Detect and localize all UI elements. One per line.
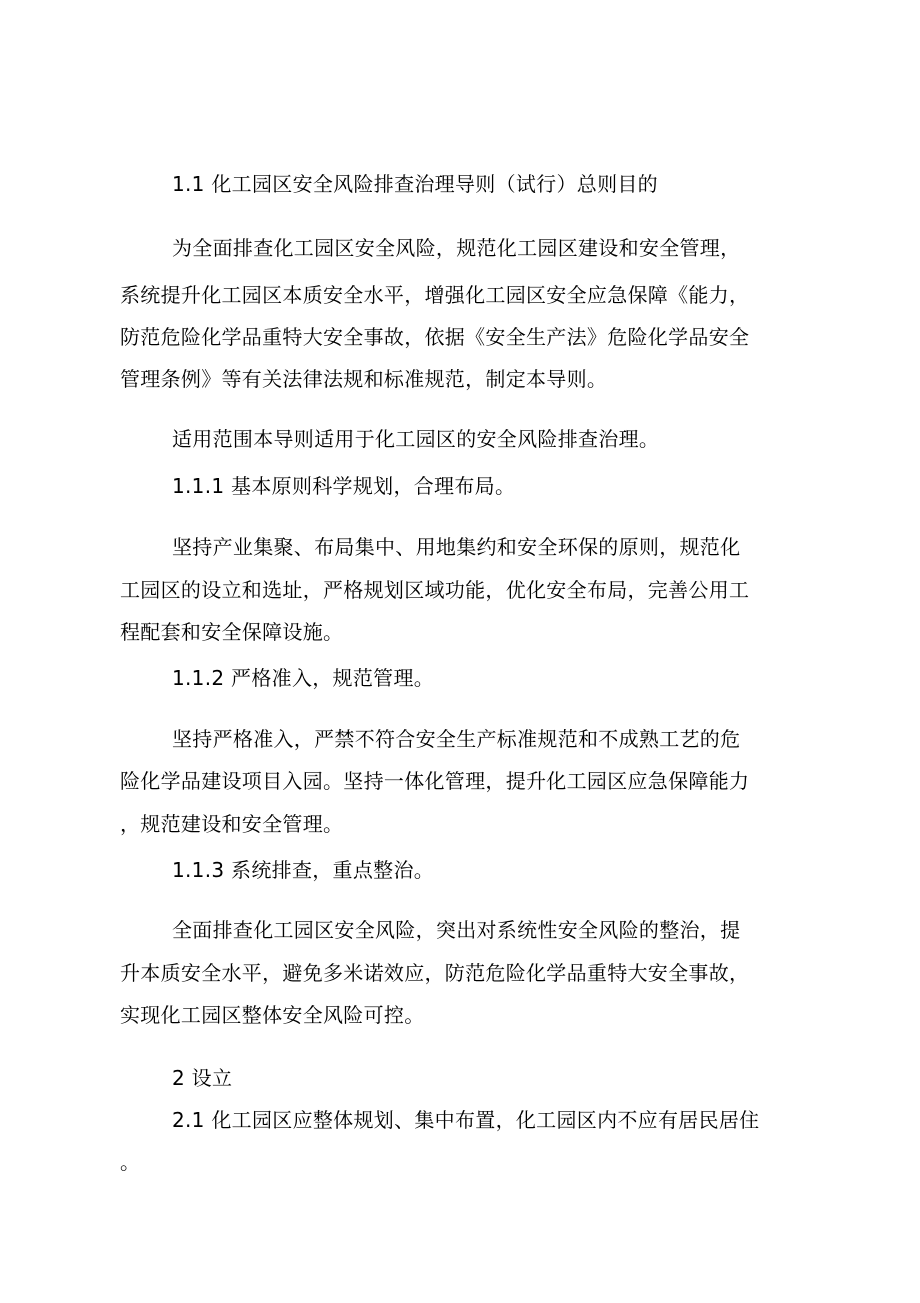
principle-2-line-2: 险化学品建设项目入园。坚持一体化管理，提升化工园区应急保障能力 <box>120 769 750 793</box>
scope-paragraph: 适用范围本导则适用于化工园区的安全风险排查治理。 <box>172 427 660 451</box>
item-2-1-line-2: 。 <box>120 1150 141 1174</box>
principle-2-line-1: 坚持严格准入，严禁不符合安全生产标准规范和不成熟工艺的危 <box>172 727 741 751</box>
section-heading-1-1: 1.1 化工园区安全风险排查治理导则（试行）总则目的 <box>172 172 658 196</box>
item-2-1-line-1: 2.1 化工园区应整体规划、集中布置，化工园区内不应有居民居住 <box>172 1108 760 1132</box>
purpose-line-2: 系统提升化工园区本质安全水平，增强化工园区安全应急保障《能力， <box>120 283 750 307</box>
principle-3-line-2: 升本质安全水平，避免多米诺效应，防范危险化学品重特大安全事故， <box>120 961 750 985</box>
section-heading-1-1-1: 1.1.1 基本原则科学规划，合理布局。 <box>172 474 516 498</box>
purpose-line-1: 为全面排查化工园区安全风险，规范化工园区建设和安全管理， <box>172 236 741 260</box>
principle-1-line-3: 程配套和安全保障设施。 <box>120 620 344 644</box>
principle-3-line-3: 实现化工园区整体安全风险可控。 <box>120 1003 425 1027</box>
purpose-line-4: 管理条例》等有关法律法规和标准规范，制定本导则。 <box>120 367 608 391</box>
principle-1-line-2: 工园区的设立和选址，严格规划区域功能，优化安全布局，完善公用工 <box>120 578 750 602</box>
principle-2-line-3: ，规范建设和安全管理。 <box>120 812 344 836</box>
purpose-line-3: 防范危险化学品重特大安全事故，依据《安全生产法》危险化学品安全 <box>120 325 750 349</box>
section-heading-1-1-3: 1.1.3 系统排查，重点整治。 <box>172 858 435 882</box>
section-heading-2: 2 设立 <box>172 1066 233 1090</box>
section-heading-1-1-2: 1.1.2 严格准入，规范管理。 <box>172 666 435 690</box>
principle-1-line-1: 坚持产业集聚、布局集中、用地集约和安全环保的原则，规范化 <box>172 535 741 559</box>
principle-3-line-1: 全面排查化工园区安全风险，突出对系统性安全风险的整治，提 <box>172 918 741 942</box>
